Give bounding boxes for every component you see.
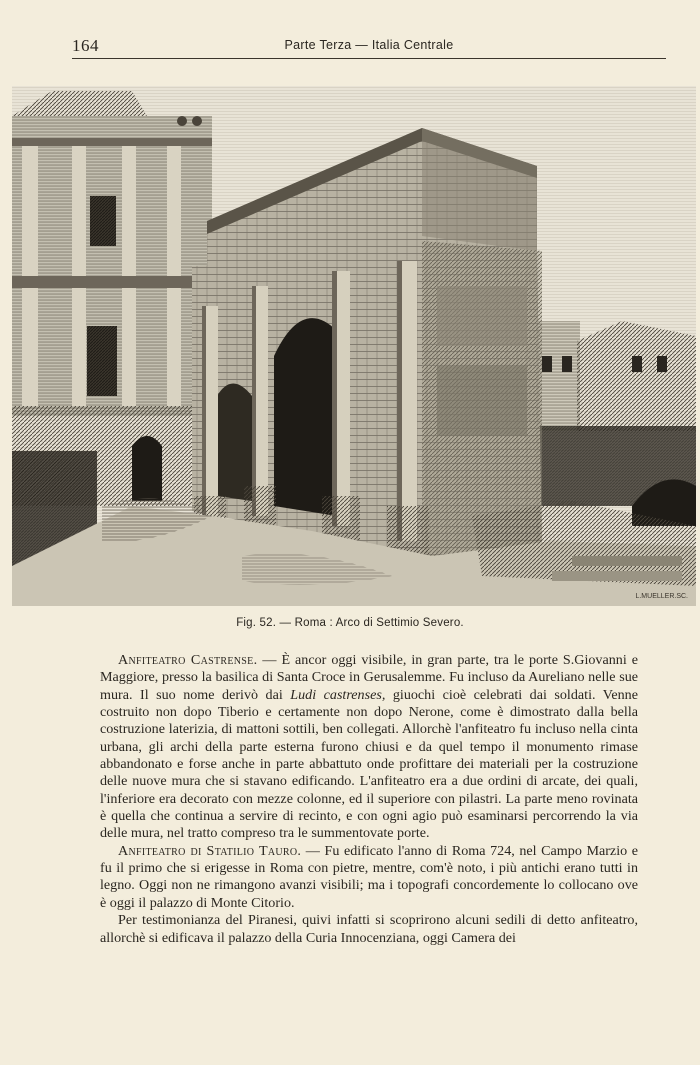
- arch-engraving-illustration: [12, 86, 696, 606]
- paragraph-anfiteatro-castrense: [100, 652, 638, 843]
- paragraph-text: — Fu edificato l'anno di Roma 724, nel Campo Marzio e fu il primo che si erigesse in Roma con pietre, mentre, com'è noto, i più antichi erano tutti in legno. Oggi non ne rimangono avanzi visibili; ma i topografi concordemente lo collocano ove è oggi il palazzo di Monte Citorio.: [100, 842, 638, 911]
- paragraph-text: Per testimonianza del Piranesi, quivi infatti si scoprirono alcuni sedili di detto anfiteatro, allorchè si edificava il palazzo della Curia Innocenziana, oggi Camera dei: [100, 912, 638, 946]
- figure-caption: Fig. 52. — Roma : Arco di Settimio Severo.: [236, 617, 464, 629]
- paragraph-heading: Anfiteatro di Statilio Tauro.: [118, 842, 302, 859]
- page-number: 164: [72, 36, 99, 55]
- paragraph-anfiteatro-statilio-tauro: [100, 843, 638, 912]
- paragraph-text: — È ancor oggi visibile, in gran parte, tra le porte S.Giovanni e Maggiore, presso la basilica di Santa Croce in Gerusalemme. Fu incluso da Aureliano nelle sue mura. Il suo nome derivò dai: [100, 652, 638, 703]
- page-header: [72, 36, 666, 59]
- figure-engraving: [12, 86, 696, 606]
- paragraph-piranesi: [100, 912, 638, 947]
- paragraph-text: giuochi cioè celebrati dai soldati. Venne costruito non dopo Tiberio e certamente non dopo Nerone, come è dimostrato dalla bella costruzione laterizia, di mattoni sottili, ben collegati. Allorchè l'anfiteatro fu incluso nella cinta urbana, gli archi della parte esterna furono chiusi e da quel tempo il monumento rimase abbandonato e forse anche in parte abbattuto onde profittare dei materiali per la costruzione delle nuove mura che si stavano edificando. L'anfiteatro era a due ordini di arcate, dei quali, l'inferiore era decorato con mezze colonne, ed il superiore con pilastri. La parte meno rovinata è quella che continua a servire di recinto, e con ogni agio può esaminarsi percorrendo la via delle mura, nel tratto compreso tra le summentovate porte.: [100, 686, 638, 842]
- body-text: [100, 652, 638, 947]
- engraver-signature: L.MUELLER.SC.: [635, 593, 688, 600]
- running-title: Parte Terza — Italia Centrale: [284, 38, 454, 52]
- church-facade: [12, 91, 212, 416]
- background-buildings: [532, 321, 696, 526]
- italic-term: Ludi castrenses,: [290, 686, 386, 703]
- paragraph-heading: Anfiteatro Castrense.: [118, 652, 258, 668]
